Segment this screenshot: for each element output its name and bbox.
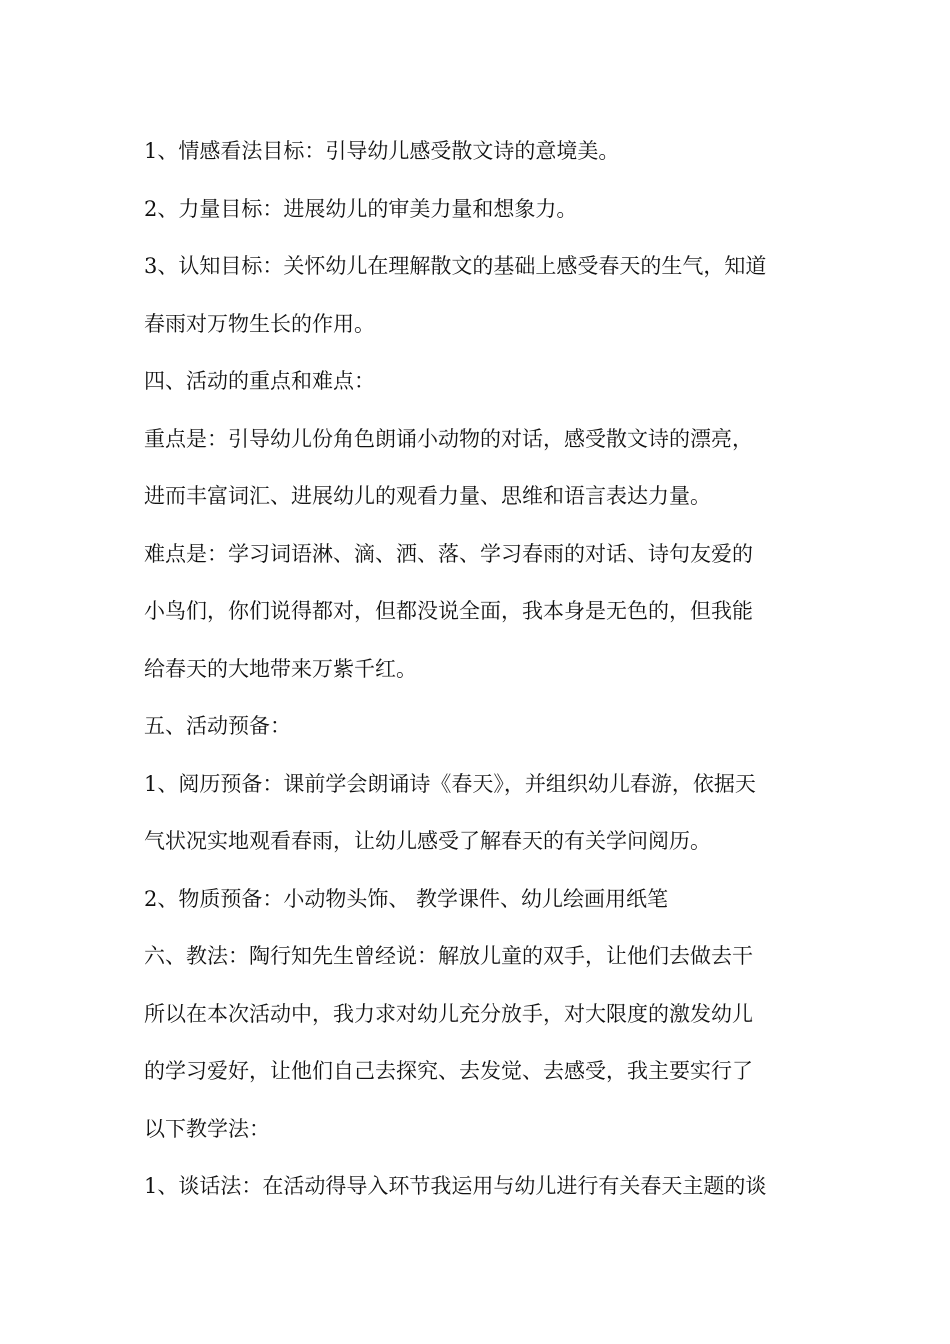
- goal-cognition-line-cont: 春雨对万物生长的作用。: [144, 311, 375, 336]
- prep-experience-line: 1、阅历预备：课前学会朗诵诗《春天》，并组织幼儿春游，依据天: [144, 771, 756, 796]
- difficulty-line-cont-2: 给春天的大地带来万紫千红。: [144, 656, 417, 681]
- difficulty-line: 难点是：学习词语淋、滴、洒、落、学习春雨的对话、诗句友爱的: [144, 541, 753, 566]
- section-heading-key-points: 四、活动的重点和难点：: [144, 369, 375, 393]
- conversation-method-line: 1、谈话法：在活动得导入环节我运用与幼儿进行有关春天主题的谈: [144, 1174, 767, 1198]
- goal-cognition-line: 3、认知目标：关怀幼儿在理解散文的基础上感受春天的生气，知道: [144, 254, 767, 278]
- teaching-method-line-cont-1: 所以在本次活动中，我力求对幼儿充分放手，对大限度的激发幼儿: [144, 1001, 753, 1026]
- goal-emotion-line: 1、情感看法目标：引导幼儿感受散文诗的意境美。: [144, 139, 620, 163]
- document-body: [144, 128, 810, 1221]
- key-point-line-cont: 进而丰富词汇、进展幼儿的观看力量、思维和语言表达力量。: [144, 484, 711, 508]
- prep-material-line: 2、物质预备：小动物头饰、 教学课件、幼儿绘画用纸笔: [144, 886, 669, 911]
- prep-experience-line-cont: 气状况实地观看春雨，让幼儿感受了解春天的有关学问阅历。: [144, 829, 711, 853]
- key-point-line: 重点是：引导幼儿份角色朗诵小动物的对话，感受散文诗的漂亮，: [144, 426, 753, 451]
- goal-ability-line: 2、力量目标：进展幼儿的审美力量和想象力。: [144, 196, 578, 221]
- teaching-method-line-cont-2: 的学习爱好，让他们自己去探究、去发觉、去感受，我主要实行了: [144, 1059, 753, 1083]
- teaching-method-line-cont-3: 以下教学法：: [144, 1116, 270, 1141]
- section-heading-preparation: 五、活动预备：: [144, 714, 291, 738]
- difficulty-line-cont-1: 小鸟们，你们说得都对，但都没说全面，我本身是无色的，但我能: [144, 599, 753, 623]
- section-heading-teaching-method: 六、教法：陶行知先生曾经说：解放儿童的双手，让他们去做去干: [144, 944, 753, 968]
